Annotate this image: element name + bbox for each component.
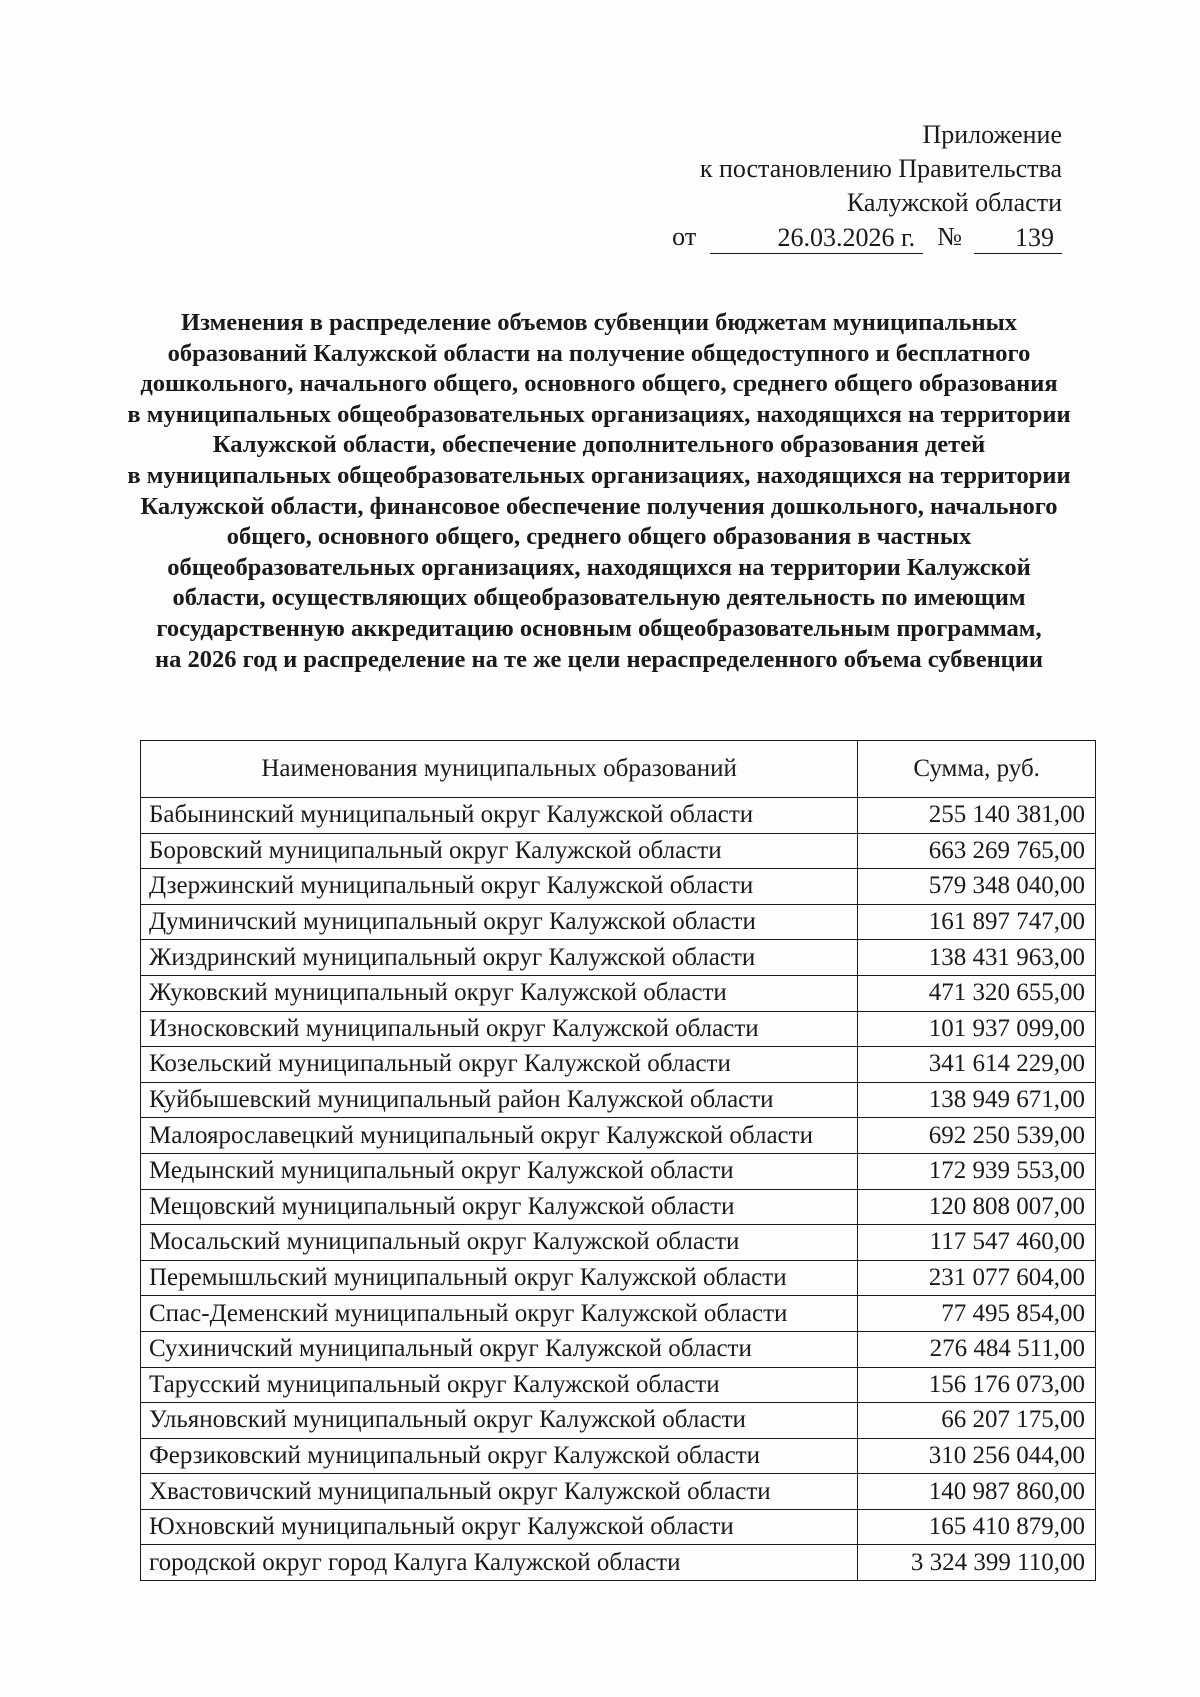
municipality-name: Медынский муниципальный округ Калужской области [141, 1153, 858, 1189]
number-sign: № [937, 222, 962, 251]
column-header-name: Наименования муниципальных образований [141, 741, 858, 798]
table-row [141, 1367, 1096, 1403]
title-line: области, осуществляющих общеобразовательную деятельность по имеющим [172, 584, 1026, 612]
subvention-sum: 77 495 854,00 [858, 1296, 1096, 1332]
document-title [118, 308, 1080, 675]
title-line: государственную аккредитацию основным общеобразовательным программам, [156, 614, 1042, 642]
municipality-name: Бабынинский муниципальный округ Калужской области [141, 798, 858, 834]
subvention-sum: 231 077 604,00 [858, 1260, 1096, 1296]
table-row [141, 1260, 1096, 1296]
subvention-sum: 3 324 399 110,00 [858, 1545, 1096, 1581]
table-row [141, 1509, 1096, 1545]
table-row [141, 1438, 1096, 1474]
municipality-name: Жуковский муниципальный округ Калужской области [141, 975, 858, 1011]
municipality-name: Юхновский муниципальный округ Калужской области [141, 1509, 858, 1545]
table-row [141, 1153, 1096, 1189]
subvention-sum: 341 614 229,00 [858, 1047, 1096, 1083]
municipality-name: Дзержинский муниципальный округ Калужской области [141, 869, 858, 905]
distribution-table-wrap [140, 740, 1096, 1581]
resolution-date: 26.03.2026 г. [710, 223, 923, 254]
subvention-sum: 156 176 073,00 [858, 1367, 1096, 1403]
table-row [141, 1403, 1096, 1439]
table-row [141, 1225, 1096, 1261]
title-line: общего, основного общего, среднего общего образования в частных [226, 523, 972, 551]
table-row [141, 869, 1096, 905]
municipality-name: Козельский муниципальный округ Калужской области [141, 1047, 858, 1083]
title-line: на 2026 год и распределение на те же цели нераспределенного объема субвенции [154, 645, 1044, 673]
table-row [141, 798, 1096, 834]
table-row [141, 1189, 1096, 1225]
table-row [141, 904, 1096, 940]
table-row [141, 1296, 1096, 1332]
title-line: в муниципальных общеобразовательных организациях, находящихся на территории [127, 461, 1071, 489]
subvention-sum: 161 897 747,00 [858, 904, 1096, 940]
region-name: Калужской области [846, 188, 1062, 217]
date-number-line [672, 220, 1062, 254]
appendix-header [672, 118, 1062, 254]
resolution-reference: к постановлению Правительства [699, 154, 1062, 183]
table-row [141, 833, 1096, 869]
subvention-sum: 101 937 099,00 [858, 1011, 1096, 1047]
municipality-name: Тарусский муниципальный округ Калужской области [141, 1367, 858, 1403]
subvention-sum: 138 431 963,00 [858, 940, 1096, 976]
subvention-sum: 471 320 655,00 [858, 975, 1096, 1011]
title-line: дошкольного, начального общего, основного общего, среднего общего образования [140, 370, 1058, 398]
subvention-sum: 140 987 860,00 [858, 1474, 1096, 1510]
subvention-sum: 117 547 460,00 [858, 1225, 1096, 1261]
municipality-name: Боровский муниципальный округ Калужской области [141, 833, 858, 869]
subvention-sum: 172 939 553,00 [858, 1153, 1096, 1189]
title-line: общеобразовательных организациях, находящихся на территории Калужской [167, 553, 1031, 581]
subvention-sum: 120 808 007,00 [858, 1189, 1096, 1225]
title-line: в муниципальных общеобразовательных организациях, находящихся на территории [127, 400, 1071, 428]
subvention-sum: 276 484 511,00 [858, 1331, 1096, 1367]
municipality-name: Куйбышевский муниципальный район Калужской области [141, 1082, 858, 1118]
municipality-name: Ферзиковский муниципальный округ Калужской области [141, 1438, 858, 1474]
subvention-sum: 165 410 879,00 [858, 1509, 1096, 1545]
title-line: Калужской области, финансовое обеспечение получения дошкольного, начального [140, 492, 1058, 520]
table-row [141, 1047, 1096, 1083]
subvention-sum: 663 269 765,00 [858, 833, 1096, 869]
subvention-sum: 692 250 539,00 [858, 1118, 1096, 1154]
date-prefix: от [672, 222, 697, 251]
municipality-name: Жиздринский муниципальный округ Калужской области [141, 940, 858, 976]
table-header-row [141, 741, 1096, 798]
appendix-label: Приложение [922, 120, 1062, 149]
title-line: Калужской области, обеспечение дополнительного образования детей [212, 431, 986, 459]
title-line: Изменения в распределение объемов субвенции бюджетам муниципальных [181, 309, 1017, 336]
table-row [141, 1082, 1096, 1118]
municipality-name: Думиничский муниципальный округ Калужской области [141, 904, 858, 940]
municipality-name: Мосальский муниципальный округ Калужской области [141, 1225, 858, 1261]
subvention-sum: 138 949 671,00 [858, 1082, 1096, 1118]
subvention-sum: 66 207 175,00 [858, 1403, 1096, 1439]
municipality-name: городской округ город Калуга Калужской области [141, 1545, 858, 1581]
municipality-name: Спас-Деменский муниципальный округ Калужской области [141, 1296, 858, 1332]
municipality-name: Малоярославецкий муниципальный округ Калужской области [141, 1118, 858, 1154]
table-row [141, 940, 1096, 976]
municipality-name: Износковский муниципальный округ Калужской области [141, 1011, 858, 1047]
table-row [141, 1545, 1096, 1581]
table-row [141, 1331, 1096, 1367]
column-header-sum: Сумма, руб. [858, 741, 1096, 798]
subvention-sum: 310 256 044,00 [858, 1438, 1096, 1474]
title-line: образований Калужской области на получение общедоступного и бесплатного [167, 339, 1031, 367]
municipality-name: Хвастовичский муниципальный округ Калужской области [141, 1474, 858, 1510]
subvention-sum: 255 140 381,00 [858, 798, 1096, 834]
municipality-name: Перемышльский муниципальный округ Калужской области [141, 1260, 858, 1296]
subvention-sum: 579 348 040,00 [858, 869, 1096, 905]
table-row [141, 975, 1096, 1011]
municipality-name: Сухиничский муниципальный округ Калужской области [141, 1331, 858, 1367]
table-row [141, 1011, 1096, 1047]
municipality-name: Ульяновский муниципальный округ Калужской области [141, 1403, 858, 1439]
table-row [141, 1118, 1096, 1154]
table-row [141, 1474, 1096, 1510]
municipality-name: Мещовский муниципальный округ Калужской области [141, 1189, 858, 1225]
resolution-number: 139 [974, 223, 1062, 254]
distribution-table [140, 740, 1096, 1581]
